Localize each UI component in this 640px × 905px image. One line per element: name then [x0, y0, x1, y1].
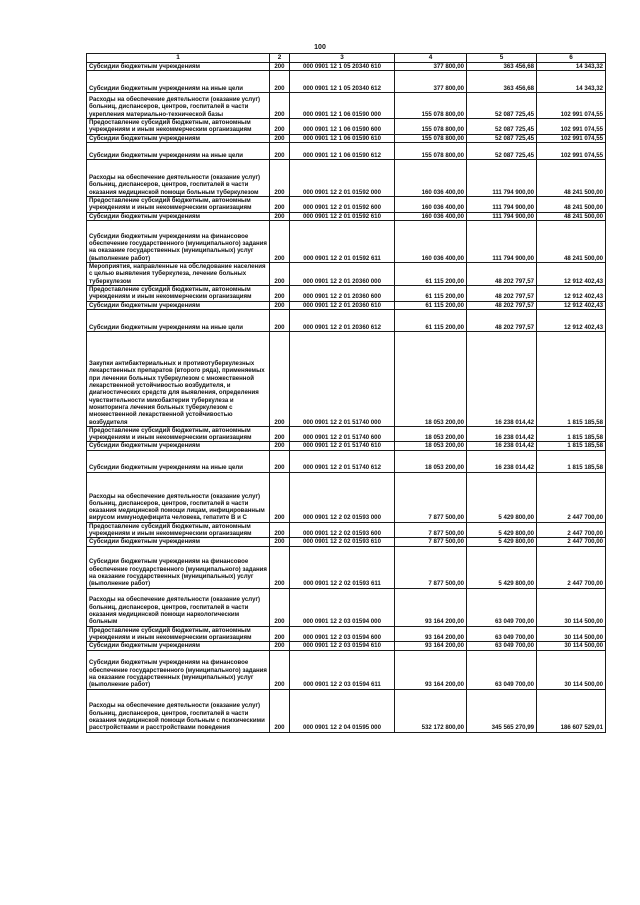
table-row	[87, 93, 606, 119]
row-exec-amount: 63 049 700,00	[467, 588, 537, 626]
row-rest-amount: 1 815 185,58	[537, 450, 606, 472]
row-code: 200	[270, 650, 290, 689]
column-header: 6	[537, 54, 606, 63]
row-plan-amount: 155 078 800,00	[395, 93, 467, 119]
row-kbk-code: 000 0901 12 2 04 01595 000	[290, 689, 395, 732]
budget-table	[86, 53, 606, 733]
row-rest-amount: 14 343,32	[537, 71, 606, 93]
row-kbk-code: 000 0901 12 1 06 01590 612	[290, 142, 395, 159]
table-row	[87, 62, 606, 70]
row-code: 200	[270, 442, 290, 450]
row-kbk-code: 000 0901 12 1 06 01590 610	[290, 134, 395, 142]
row-kbk-code: 000 0901 12 2 01 20360 600	[290, 285, 395, 301]
table-row	[87, 212, 606, 220]
row-code: 200	[270, 331, 290, 426]
row-exec-amount: 48 202 797,57	[467, 309, 537, 331]
row-plan-amount: 377 800,00	[395, 62, 467, 70]
row-rest-amount: 1 815 185,58	[537, 331, 606, 426]
row-code: 200	[270, 689, 290, 732]
table-row	[87, 309, 606, 331]
row-rest-amount: 12 912 402,43	[537, 301, 606, 309]
row-name: Предоставление субсидий бюджетным, автономным учреждениям и иным некоммерческим организациям	[87, 285, 270, 301]
row-name: Закупки антибактериальных и противотуберкулезных лекарственных препаратов (второго ряда), применяемых при лечении больных туберкулезом с множественной лекарственной устойчивостью возбудителя, и диагностических средств для выявления, определения чувствительности микобактерии туберкулеза и мониторинга лечения больных туберкулезом с множественной лекарственной устойчивостью возбудителя	[87, 331, 270, 426]
row-exec-amount: 52 087 725,45	[467, 119, 537, 135]
row-rest-amount: 2 447 700,00	[537, 522, 606, 538]
row-plan-amount: 155 078 800,00	[395, 134, 467, 142]
row-name: Субсидии бюджетным учреждениям на иные цели	[87, 309, 270, 331]
row-kbk-code: 000 0901 12 1 05 20340 612	[290, 71, 395, 93]
row-code: 200	[270, 62, 290, 70]
row-plan-amount: 61 115 200,00	[395, 309, 467, 331]
row-kbk-code: 000 0901 12 2 03 01594 000	[290, 588, 395, 626]
row-code: 200	[270, 285, 290, 301]
row-plan-amount: 160 036 400,00	[395, 212, 467, 220]
row-name: Субсидии бюджетным учреждениям	[87, 642, 270, 650]
column-header: 4	[395, 54, 467, 63]
row-name: Субсидии бюджетным учреждениям на иные цели	[87, 142, 270, 159]
row-kbk-code: 000 0901 12 1 05 20340 610	[290, 62, 395, 70]
row-code: 200	[270, 220, 290, 262]
row-exec-amount: 63 049 700,00	[467, 642, 537, 650]
row-kbk-code: 000 0901 12 2 01 51740 612	[290, 450, 395, 472]
table-row	[87, 642, 606, 650]
row-code: 200	[270, 301, 290, 309]
table-row	[87, 220, 606, 262]
row-exec-amount: 111 794 900,00	[467, 220, 537, 262]
table-row	[87, 426, 606, 442]
row-exec-amount: 48 202 797,57	[467, 301, 537, 309]
row-name: Предоставление субсидий бюджетным, автономным учреждениям и иным некоммерческим организациям	[87, 196, 270, 212]
row-plan-amount: 160 036 400,00	[395, 220, 467, 262]
row-name: Субсидии бюджетным учреждениям	[87, 212, 270, 220]
table-row	[87, 262, 606, 285]
row-kbk-code: 000 0901 12 2 03 01594 611	[290, 650, 395, 689]
row-plan-amount: 18 053 200,00	[395, 442, 467, 450]
row-rest-amount: 48 241 500,00	[537, 159, 606, 196]
row-exec-amount: 63 049 700,00	[467, 650, 537, 689]
table-row	[87, 588, 606, 626]
row-rest-amount: 30 114 500,00	[537, 588, 606, 626]
row-rest-amount: 30 114 500,00	[537, 626, 606, 642]
row-exec-amount: 111 794 900,00	[467, 212, 537, 220]
row-exec-amount: 363 456,68	[467, 71, 537, 93]
row-rest-amount: 186 607 529,01	[537, 689, 606, 732]
table-header-row	[87, 54, 606, 63]
row-plan-amount: 18 053 200,00	[395, 426, 467, 442]
column-header: 1	[87, 54, 270, 63]
row-rest-amount: 1 815 185,58	[537, 426, 606, 442]
row-code: 200	[270, 522, 290, 538]
row-exec-amount: 111 794 900,00	[467, 159, 537, 196]
row-kbk-code: 000 0901 12 2 02 01593 611	[290, 546, 395, 588]
row-exec-amount: 16 238 014,42	[467, 450, 537, 472]
row-rest-amount: 102 991 074,55	[537, 142, 606, 159]
row-name: Субсидии бюджетным учреждениям на финансовое обеспечение государственного (муниципального) задания на оказание государственных (муниципальных) услуг (выполнение работ)	[87, 650, 270, 689]
row-name: Расходы на обеспечение деятельности (оказание услуг) больниц, диспансеров, центров, госпиталей в части оказания медицинской помощи больным с психическими расстройствами и расстройствами поведения	[87, 689, 270, 732]
table-row	[87, 285, 606, 301]
row-kbk-code: 000 0901 12 2 02 01593 000	[290, 472, 395, 522]
row-name: Предоставление субсидий бюджетным, автономным учреждениям и иным некоммерческим организациям	[87, 119, 270, 135]
row-exec-amount: 48 202 797,57	[467, 285, 537, 301]
row-rest-amount: 12 912 402,43	[537, 309, 606, 331]
row-name: Субсидии бюджетным учреждениям	[87, 62, 270, 70]
row-exec-amount: 52 087 725,45	[467, 134, 537, 142]
row-rest-amount: 102 991 074,55	[537, 119, 606, 135]
row-exec-amount: 5 429 800,00	[467, 522, 537, 538]
row-name: Расходы на обеспечение деятельности (оказание услуг) больниц, диспансеров, центров, госпиталей в части оказания медицинской помощи наркологическим больным	[87, 588, 270, 626]
row-code: 200	[270, 196, 290, 212]
row-name: Субсидии бюджетным учреждениям	[87, 301, 270, 309]
row-exec-amount: 5 429 800,00	[467, 472, 537, 522]
row-rest-amount: 48 241 500,00	[537, 196, 606, 212]
row-name: Предоставление субсидий бюджетным, автономным учреждениям и иным некоммерческим организациям	[87, 522, 270, 538]
row-kbk-code: 000 0901 12 2 02 01593 610	[290, 538, 395, 546]
row-name: Субсидии бюджетным учреждениям на финансовое обеспечение государственного (муниципального) задания на оказание государственных (муниципальных) услуг (выполнение работ)	[87, 220, 270, 262]
row-rest-amount: 2 447 700,00	[537, 546, 606, 588]
row-kbk-code: 000 0901 12 2 02 01593 600	[290, 522, 395, 538]
column-header: 5	[467, 54, 537, 63]
row-code: 200	[270, 262, 290, 285]
table-row	[87, 538, 606, 546]
row-plan-amount: 160 036 400,00	[395, 196, 467, 212]
row-name: Субсидии бюджетным учреждениям	[87, 442, 270, 450]
row-kbk-code: 000 0901 12 2 01 51740 000	[290, 331, 395, 426]
table-row	[87, 626, 606, 642]
row-kbk-code: 000 0901 12 2 01 01592 610	[290, 212, 395, 220]
row-name: Предоставление субсидий бюджетным, автономным учреждениям и иным некоммерческим организациям	[87, 626, 270, 642]
row-exec-amount: 52 087 725,45	[467, 142, 537, 159]
row-code: 200	[270, 472, 290, 522]
row-name: Субсидии бюджетным учреждениям на иные цели	[87, 71, 270, 93]
row-plan-amount: 93 164 200,00	[395, 588, 467, 626]
row-kbk-code: 000 0901 12 2 01 20360 612	[290, 309, 395, 331]
row-plan-amount: 61 115 200,00	[395, 301, 467, 309]
page-number: 100	[314, 44, 326, 51]
row-exec-amount: 63 049 700,00	[467, 626, 537, 642]
row-plan-amount: 93 164 200,00	[395, 650, 467, 689]
row-kbk-code: 000 0901 12 2 03 01594 610	[290, 642, 395, 650]
row-code: 200	[270, 159, 290, 196]
row-kbk-code: 000 0901 12 2 03 01594 600	[290, 626, 395, 642]
row-kbk-code: 000 0901 12 2 01 01592 600	[290, 196, 395, 212]
row-code: 200	[270, 309, 290, 331]
table-row	[87, 546, 606, 588]
row-name: Расходы на обеспечение деятельности (оказание услуг) больниц, диспансеров, центров, госпиталей в части укрепления материально-технической базы	[87, 93, 270, 119]
row-exec-amount: 111 794 900,00	[467, 196, 537, 212]
row-plan-amount: 532 172 800,00	[395, 689, 467, 732]
row-plan-amount: 155 078 800,00	[395, 142, 467, 159]
row-exec-amount: 16 238 014,42	[467, 442, 537, 450]
row-name: Субсидии бюджетным учреждениям на финансовое обеспечение государственного (муниципального) задания на оказание государственных (муниципальных) услуг (выполнение работ)	[87, 546, 270, 588]
row-exec-amount: 16 238 014,42	[467, 331, 537, 426]
row-exec-amount: 16 238 014,42	[467, 426, 537, 442]
row-rest-amount: 48 241 500,00	[537, 212, 606, 220]
row-plan-amount: 155 078 800,00	[395, 119, 467, 135]
row-name: Субсидии бюджетным учреждениям на иные цели	[87, 450, 270, 472]
row-kbk-code: 000 0901 12 2 01 51740 600	[290, 426, 395, 442]
row-rest-amount: 12 912 402,43	[537, 262, 606, 285]
row-name: Расходы на обеспечение деятельности (оказание услуг) больниц, диспансеров, центров, госпиталей в части оказания медицинской помощи больным туберкулезом	[87, 159, 270, 196]
row-exec-amount: 52 087 725,45	[467, 93, 537, 119]
row-plan-amount: 160 036 400,00	[395, 159, 467, 196]
row-rest-amount: 30 114 500,00	[537, 650, 606, 689]
row-rest-amount: 30 114 500,00	[537, 642, 606, 650]
row-name: Расходы на обеспечение деятельности (оказание услуг) больниц, диспансеров, центров, госпиталей в части оказания медицинской помощи лицам, инфицированным вирусом иммунодефицита человека, гепатите В и С	[87, 472, 270, 522]
row-plan-amount: 93 164 200,00	[395, 626, 467, 642]
row-exec-amount: 48 202 797,57	[467, 262, 537, 285]
row-code: 200	[270, 546, 290, 588]
row-kbk-code: 000 0901 12 1 06 01590 000	[290, 93, 395, 119]
row-kbk-code: 000 0901 12 1 06 01590 600	[290, 119, 395, 135]
table-row	[87, 196, 606, 212]
table-row	[87, 301, 606, 309]
row-code: 200	[270, 93, 290, 119]
row-code: 200	[270, 71, 290, 93]
table-row	[87, 472, 606, 522]
row-plan-amount: 93 164 200,00	[395, 642, 467, 650]
row-exec-amount: 345 565 270,99	[467, 689, 537, 732]
row-rest-amount: 2 447 700,00	[537, 472, 606, 522]
row-code: 200	[270, 588, 290, 626]
row-plan-amount: 61 115 200,00	[395, 285, 467, 301]
row-exec-amount: 5 429 800,00	[467, 546, 537, 588]
row-plan-amount: 7 877 500,00	[395, 546, 467, 588]
row-plan-amount: 61 115 200,00	[395, 262, 467, 285]
row-rest-amount: 14 343,32	[537, 62, 606, 70]
row-rest-amount: 12 912 402,43	[537, 285, 606, 301]
table-row	[87, 119, 606, 135]
row-name: Мероприятия, направленные на обследование населения с целью выявления туберкулеза, лечение больных туберкулезом	[87, 262, 270, 285]
row-code: 200	[270, 538, 290, 546]
row-rest-amount: 2 447 700,00	[537, 538, 606, 546]
row-kbk-code: 000 0901 12 2 01 51740 610	[290, 442, 395, 450]
row-code: 200	[270, 212, 290, 220]
table-row	[87, 689, 606, 732]
column-header: 3	[290, 54, 395, 63]
table-row	[87, 650, 606, 689]
row-kbk-code: 000 0901 12 2 01 20360 610	[290, 301, 395, 309]
table-row	[87, 142, 606, 159]
table-row	[87, 450, 606, 472]
row-rest-amount: 102 991 074,55	[537, 134, 606, 142]
row-plan-amount: 18 053 200,00	[395, 450, 467, 472]
table-row	[87, 331, 606, 426]
row-name: Субсидии бюджетным учреждениям	[87, 134, 270, 142]
row-exec-amount: 363 456,68	[467, 62, 537, 70]
row-code: 200	[270, 642, 290, 650]
table-row	[87, 159, 606, 196]
row-plan-amount: 7 877 500,00	[395, 538, 467, 546]
row-code: 200	[270, 426, 290, 442]
row-code: 200	[270, 450, 290, 472]
row-plan-amount: 7 877 500,00	[395, 472, 467, 522]
row-kbk-code: 000 0901 12 2 01 20360 000	[290, 262, 395, 285]
row-plan-amount: 18 053 200,00	[395, 331, 467, 426]
row-kbk-code: 000 0901 12 2 01 01592 611	[290, 220, 395, 262]
row-name: Субсидии бюджетным учреждениям	[87, 538, 270, 546]
table-row	[87, 522, 606, 538]
row-rest-amount: 48 241 500,00	[537, 220, 606, 262]
row-exec-amount: 5 429 800,00	[467, 538, 537, 546]
table-row	[87, 442, 606, 450]
row-kbk-code: 000 0901 12 2 01 01592 000	[290, 159, 395, 196]
row-code: 200	[270, 626, 290, 642]
table-row	[87, 134, 606, 142]
row-plan-amount: 377 800,00	[395, 71, 467, 93]
row-rest-amount: 1 815 185,58	[537, 442, 606, 450]
row-code: 200	[270, 134, 290, 142]
table-row	[87, 71, 606, 93]
row-name: Предоставление субсидий бюджетным, автономным учреждениям и иным некоммерческим организациям	[87, 426, 270, 442]
row-code: 200	[270, 119, 290, 135]
row-rest-amount: 102 991 074,55	[537, 93, 606, 119]
row-code: 200	[270, 142, 290, 159]
row-plan-amount: 7 877 500,00	[395, 522, 467, 538]
column-header: 2	[270, 54, 290, 63]
